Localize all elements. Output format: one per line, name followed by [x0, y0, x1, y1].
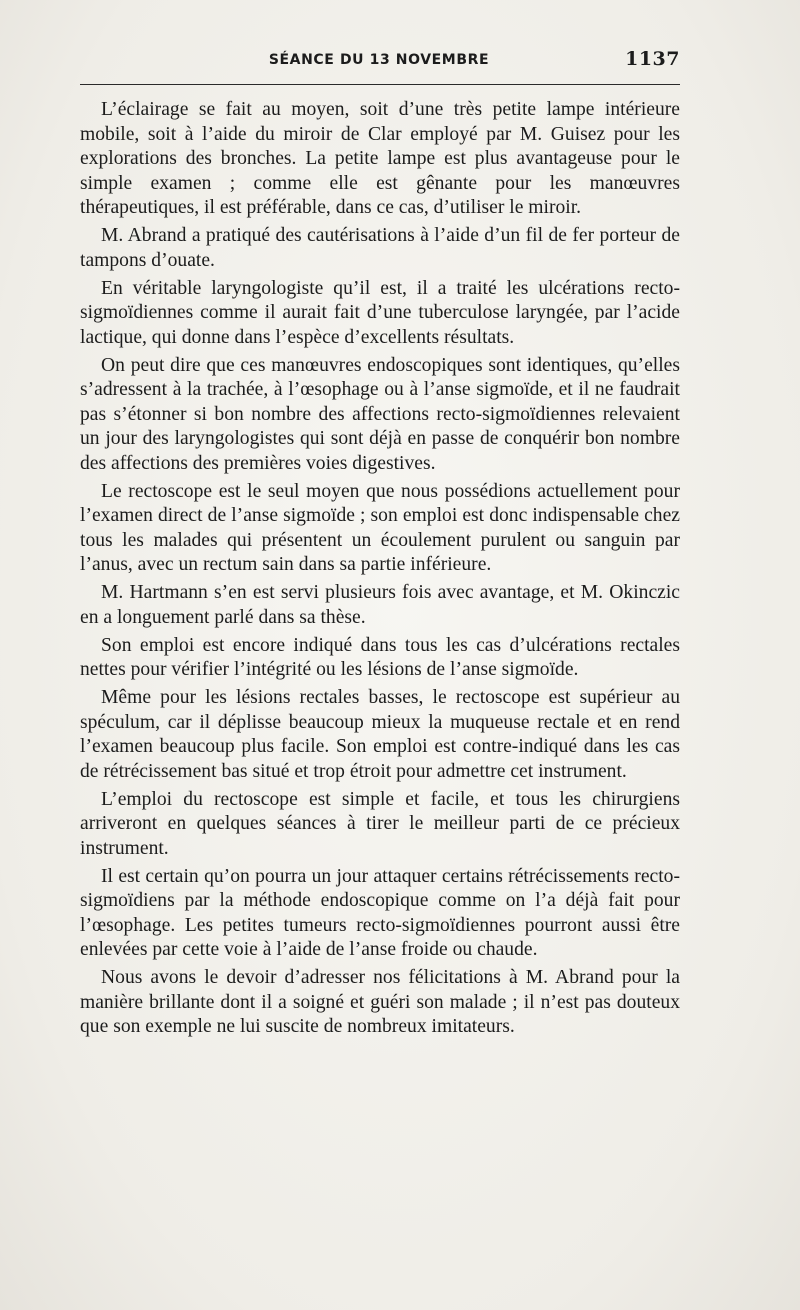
running-title: SÉANCE DU 13 NOVEMBRE — [268, 52, 490, 68]
body-text — [80, 98, 680, 1043]
paragraph-5: Le rectoscope est le seul moyen que nous possédions actuellement pour l’examen direct de l’anse sigmoïde ; son emploi est donc indispensable chez tous les malades qui présentent un écoulement purulent ou sanguin par l’anus, avec un rectum sain dans sa partie inférieure. — [80, 480, 680, 576]
page-number: 1137 — [625, 48, 680, 70]
header-rule — [80, 84, 680, 85]
paragraph-4: On peut dire que ces manœuvres endoscopiques sont identiques, qu’elles s’adressent à la trachée, à l’œsophage ou à l’anse sigmoïde, et il ne faudrait pas s’étonner si bon nombre des affections recto-sigmoïdiennes relevaient un jour des laryngologistes qui sont déjà en passe de conquérir bon nombre des affections des premières voies digestives. — [80, 354, 680, 474]
paragraph-7: Son emploi est encore indiqué dans tous les cas d’ulcérations rectales nettes pour vérifier l’intégrité ou les lésions de l’anse sigmoïde. — [80, 634, 680, 681]
paragraph-2: M. Abrand a pratiqué des cautérisations à l’aide d’un fil de fer porteur de tampons d’ouate. — [80, 225, 680, 271]
paragraph-8: Même pour les lésions rectales basses, le rectoscope est supérieur au spéculum, car il déplisse beaucoup mieux la muqueuse rectale et en rend l’examen beaucoup plus facile. Son emploi est contre-indiqué dans les cas de rétrécissement bas situé et trop étroit pour admettre cet instrument. — [80, 686, 680, 782]
paragraph-1: L’éclairage se fait au moyen, soit d’une très petite lampe intérieure mobile, soit à l’aide du miroir de Clar employé par M. Guisez pour les explorations des bronches. La petite lampe est plus avantageuse pour le simple examen ; comme elle est gênante pour les manœuvres thérapeutiques, il est préférable, dans ce cas, d’utiliser le miroir. — [80, 99, 680, 219]
paragraph-3: En véritable laryngologiste qu’il est, il a traité les ulcérations recto-sigmoïdiennes comme il aurait fait d’une tuberculose laryngée, par l’acide lactique, qui donne dans l’espèce d’excellents résultats. — [80, 277, 680, 348]
paragraph-11: Nous avons le devoir d’adresser nos félicitations à M. Abrand pour la manière brillante dont il a soigné et guéri son malade ; il n’est pas douteux que son exemple ne lui suscite de nombreux imitateurs. — [80, 967, 680, 1038]
paragraph-6: M. Hartmann s’en est servi plusieurs fois avec avantage, et M. Okinczic en a longuement parlé dans sa thèse. — [80, 582, 680, 628]
paragraph-10: Il est certain qu’on pourra un jour attaquer certains rétrécissements recto-sigmoïdiens par la méthode endoscopique comme on l’a déjà fait pour l’œsophage. Les petites tumeurs recto-sigmoïdiennes pourront aussi être enlevées par cette voie à l’aide de l’anse froide ou chaude. — [80, 865, 680, 961]
paragraph-9: L’emploi du rectoscope est simple et facile, et tous les chirurgiens arriveront en quelques séances à tirer le meilleur parti de ce précieux instrument. — [80, 788, 680, 859]
page-header — [78, 48, 680, 74]
